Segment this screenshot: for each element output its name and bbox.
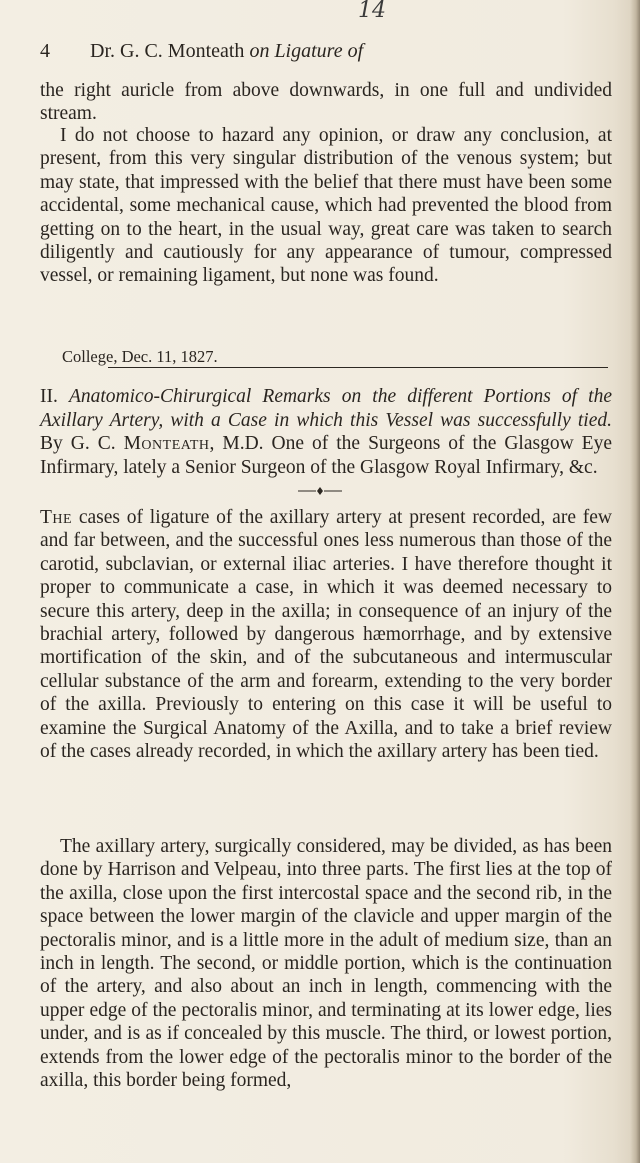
byline-by: By G. C. xyxy=(40,433,116,454)
paragraph: The axillary artery, surgically considered, may be divided, as has been done by Harrison and Velpeau, into three parts. The first lies at the top of the axilla, close upon the first intercostal space and the second rib, in the space between the lower margin of the clavicle and upper margin of the pectoralis minor, and is a little more in the adult of medium size, than an inch in length. The second, or middle portion, which is the continuation of the artery, and also about an inch in length, commencing with the upper edge of the pectoralis minor, and terminating at its lower edge, lies under, and is as if concealed by this muscle. The third, or lowest portion, extends from the lower edge of the pectoralis minor to the border of the axilla, this border being formed, xyxy=(40,836,612,1092)
opinion-paragraph xyxy=(40,124,612,288)
paragraph xyxy=(40,506,612,763)
paragraph: the right auricle from above downwards, in one full and undivided stream. xyxy=(40,80,612,125)
author-name: Monteath xyxy=(123,433,210,454)
anatomy-paragraph xyxy=(40,835,612,1092)
section-divider xyxy=(108,367,608,368)
running-title xyxy=(90,38,363,64)
byline-credentials: , M.D. One of the Surgeons of the Glasgow Eye Infirmary, lately a Senior Surgeon of the Glasgow Royal Infirmary, &c. xyxy=(40,433,612,478)
article-heading xyxy=(40,385,612,479)
running-title-prefix: Dr. G. C. Monteath xyxy=(90,40,250,62)
continued-paragraph xyxy=(40,79,612,126)
running-header xyxy=(40,38,610,66)
folio-number: 4 xyxy=(40,40,50,62)
article-numeral: II. xyxy=(40,386,58,407)
article-title: Anatomico-Chirurgical Remarks on the different Portions of the Axillary Artery, with a Case in which this Vessel was successfully tied. xyxy=(40,386,612,431)
paragraph: I do not choose to hazard any opinion, or draw any conclusion, at present, from this very singular distribution of the venous system; but may state, that impressed with the belief that there must have been some accidental, some mechanical cause, which had prevented the blood from getting on to the heart, in the usual way, great care was taken to search diligently and cautiously for any appearance of tumour, compressed vessel, or remaining ligament, but none was found. xyxy=(40,125,612,287)
dateline: College, Dec. 11, 1827. xyxy=(62,347,218,366)
handwritten-page-number: 14 xyxy=(358,0,386,23)
page-edge-shadow xyxy=(630,0,640,1163)
paragraph-text: cases of ligature of the axillary artery at present recorded, are few and far between, and the successful ones less numerous than those of the carotid, subclavian, or external iliac arteries. I have therefore thought it proper to communicate a case, in which it was deemed necessary to secure this artery, deep in the axilla; in consequence of an injury of the brachial artery, followed by dangerous hæmorrhage, and by extensive mortification of the skin, and of the subcutaneous and intermuscular cellular substance of the arm and forearm, extending to the very border of the axilla. Previously to entering on this case it will be useful to examine the Surgical Anatomy of the Axilla, and to take a brief review of the cases already recorded, in which the axillary artery has been tied. xyxy=(40,507,612,763)
running-title-italic: on Ligature of xyxy=(249,40,364,62)
lead-word: The xyxy=(40,507,73,528)
intro-paragraph xyxy=(40,506,612,763)
diamond-ornament xyxy=(290,485,350,497)
